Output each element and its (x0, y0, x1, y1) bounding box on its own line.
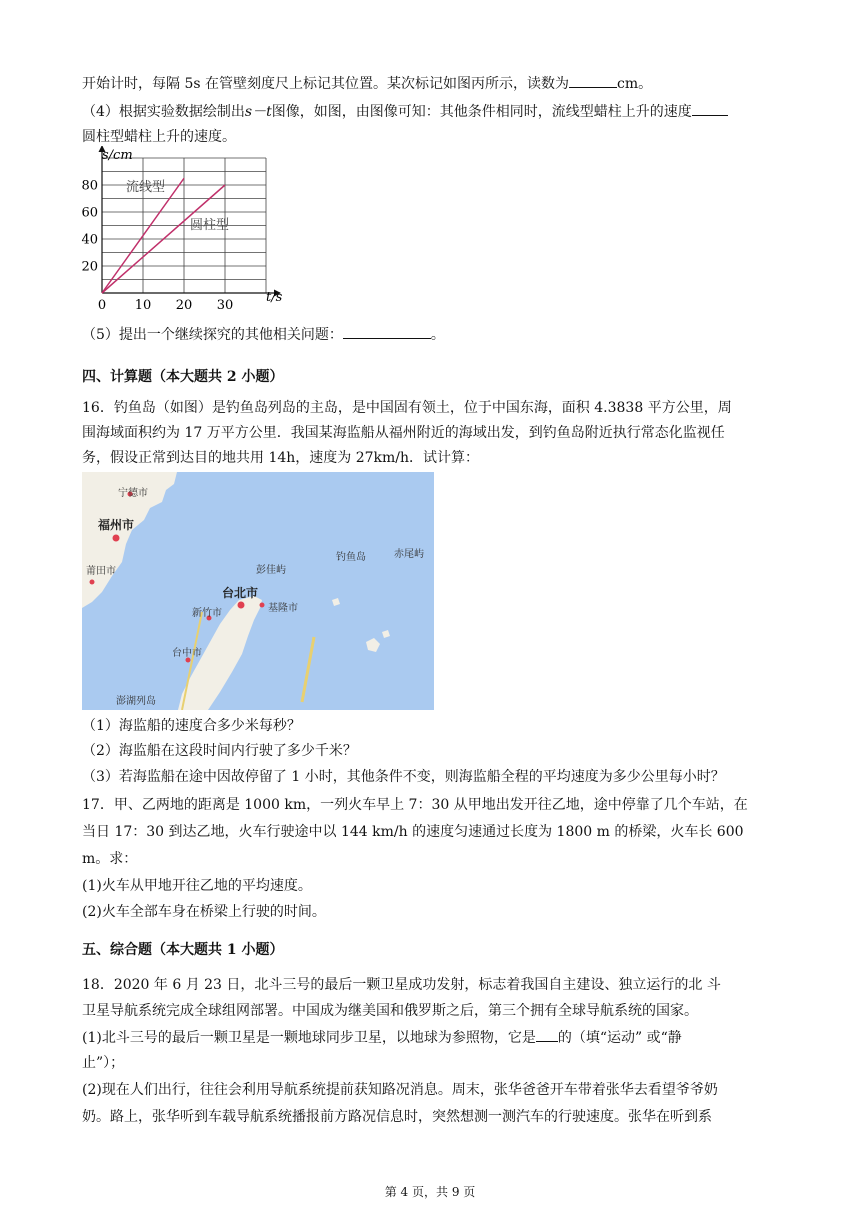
city-dot-putian (90, 580, 95, 585)
road-line (302, 637, 314, 702)
p17-line-1: 17．甲、乙两地的距离是 1000 km，一列火车早上 7：30 从甲地出发开往乙地，途中停靠了几个车站，在 (82, 797, 748, 813)
section-5-heading: 五、综合题（本大题共 1 小题） (82, 942, 284, 958)
island-small-3 (332, 598, 340, 606)
map-label-chiweiyu: 赤尾屿 (394, 549, 424, 560)
p16-line-2: 围海域面积约为 17 万平方公里．我国某海监船从福州附近的海域出发，到钓鱼岛附近执行常态化监视任 (82, 425, 725, 441)
map-label-diaoyudao: 钓鱼岛 (336, 552, 366, 563)
series-label-yuanzhu: 圆柱型 (190, 218, 230, 233)
x-axis-label: t/s (266, 290, 283, 305)
p17-line-3: m。求： (82, 851, 138, 867)
map-label-fuzhou: 福州市 (98, 518, 135, 532)
map-label-jilong: 基隆市 (268, 603, 298, 614)
p18-question-1-cont: 止”）； (82, 1055, 125, 1071)
y-tick-label: 60 (81, 205, 98, 221)
st-graph (80, 146, 310, 321)
p15-line5-text-a: （5）提出一个继续探究的其他相关问题： (82, 327, 343, 343)
p16-line-1: 16．钓鱼岛（如图）是钓鱼岛列岛的主岛，是中国固有领土，位于中国东海，面积 4.3838 平方公里，周 (82, 400, 732, 416)
map-label-taizhong: 台中市 (172, 648, 202, 659)
map-label-taibei: 台北市 (222, 586, 259, 600)
map-label-pengjiayu: 彭佳屿 (256, 565, 286, 576)
chart-series (102, 178, 225, 293)
p15-line-1 (82, 73, 652, 94)
answer-blank-reading (569, 73, 617, 88)
map-label-penghu: 澎湖列岛 (116, 696, 156, 707)
p18-q1-text-a: (1)北斗三号的最后一颗卫星是一颗地球同步卫星，以地球为参照物，它是 (82, 1030, 536, 1046)
page-footer: 第 4 页，共 9 页 (384, 1185, 476, 1199)
p17-question-2: (2)火车全部车身在桥梁上行驶的时间。 (82, 904, 326, 920)
x-tick-label: 20 (175, 298, 193, 313)
answer-blank-motion (536, 1027, 558, 1042)
city-dot-jilong (260, 603, 265, 608)
p17-question-1: (1)火车从甲地开往乙地的平均速度。 (82, 878, 312, 894)
p15-line5-text-b: 。 (430, 327, 445, 343)
island-small (366, 638, 380, 652)
p18-question-2-line-2: 奶。路上，张华听到车载导航系统播报前方路况信息时，突然想测一测汽车的行驶速度。张华在听到系 (82, 1109, 712, 1125)
p15-line1-text-a: 开始计时，每隔 5s 在管壁刻度尺上标记其位置。某次标记如图丙所示，读数为 (82, 76, 569, 92)
p18-question-2-line-1: (2)现在人们出行，往往会利用导航系统提前获知路况消息。周末，张华爸爸开车带着张华去看望爷爷奶 (82, 1082, 718, 1098)
p15-line2-variable: s－t (244, 104, 272, 120)
p15-line2-text-a: （4）根据实验数据绘制出 (82, 104, 245, 120)
p16-question-3: （3）若海监船在途中因故停留了 1 小时，其他条件不变，则海监船全程的平均速度为多少公里每小时？ (82, 769, 725, 785)
y-tick-label: 80 (81, 178, 98, 194)
island-small-2 (382, 630, 390, 638)
p15-line2-text-b: 图像，如图，由图像可知：其他条件相同时，流线型蜡柱上升的速度 (271, 104, 692, 120)
answer-blank-question (343, 324, 431, 339)
series-label-liuxian: 流线型 (126, 180, 166, 195)
answer-blank-compare (692, 101, 728, 116)
y-axis-label: s/cm (102, 148, 133, 163)
p18-q1-text-b: 的（填“运动” 或“静 (557, 1030, 682, 1046)
p15-line-2 (82, 101, 728, 122)
map-label-ningde: 宁德市 (118, 488, 148, 499)
p15-line-3: 圆柱型蜡柱上升的速度。 (82, 129, 236, 145)
x-tick-label: 30 (216, 298, 234, 313)
p16-line-3: 务，假设正常到达目的地共用 14h，速度为 27km/h．试计算： (82, 450, 480, 466)
p17-line-2: 当日 17：30 到达乙地，火车行驶途中以 144 km/h 的速度匀速通过长度为 1800 m 的桥梁，火车长 600 (82, 824, 744, 840)
p18-line-2: 卫星导航系统完成全球组网部署。中国成为继美国和俄罗斯之后，第三个拥有全球导航系统的国家。 (82, 1003, 698, 1019)
p15-line-5 (82, 324, 445, 345)
section-4-heading: 四、计算题（本大题共 2 小题） (82, 369, 284, 385)
p16-question-2: （2）海监船在这段时间内行驶了多少千米？ (82, 743, 357, 759)
x-tick-label: 0 (97, 298, 107, 313)
y-tick-label: 40 (81, 232, 98, 248)
diaoyudao-map (82, 472, 434, 710)
map-label-putian: 莆田市 (86, 566, 116, 577)
y-tick-label: 20 (81, 259, 98, 275)
map-label-xinzhu: 新竹市 (192, 608, 222, 619)
p16-question-1: （1）海监船的速度合多少米每秒？ (82, 718, 301, 734)
city-dot-taibei (238, 602, 245, 609)
city-dot-fuzhou (113, 535, 120, 542)
p18-question-1 (82, 1027, 682, 1048)
p15-line1-text-b: cm。 (617, 76, 653, 92)
p18-line-1: 18．2020 年 6 月 23 日，北斗三号的最后一颗卫星成功发射，标志着我国自主建设、独立运行的北 斗 (82, 977, 721, 993)
x-tick-label: 10 (134, 298, 152, 313)
